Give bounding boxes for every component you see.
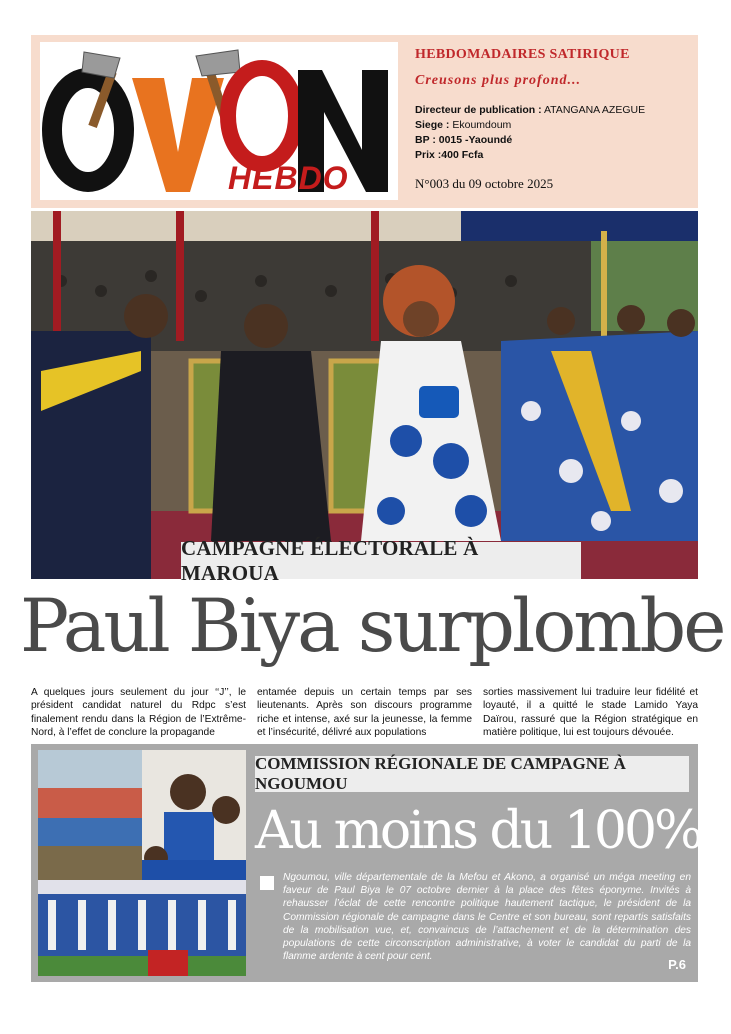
publication-type: HEBDOMADAIRES SATIRIQUE (415, 47, 630, 62)
publication-details (415, 103, 695, 163)
secondary-kicker-text: COMMISSION RÉGIONALE DE CAMPAGNE À NGOUMOU (255, 754, 626, 793)
masthead-info (415, 47, 695, 163)
kicker-text: CAMPAGNE ÉLECTORALE À MAROUA (181, 535, 479, 585)
issue-number: N°003 du 09 octobre 2025 (415, 176, 554, 191)
article-column-3: sorties massivement lui traduire leur fidélité et loyauté, il a quitté le stade Lamido Yaya Daïrou, rassuré que la Région stratégique en matière politique, lui est toujours dévouée. (483, 687, 698, 738)
photo-collage (38, 750, 246, 976)
article-body (31, 686, 698, 739)
page-number: P.6 (668, 957, 686, 972)
secondary-article-text: Ngoumou, ville départementale de la Mefou et Akono, a organisé un méga meeting en faveur de Paul Biya le 07 octobre dernier à la place des fêtes éponyme. Invités à rehausser l’éclat de cette rencontre politique hautement tactique, le président de la Commission régionale de campagne dans le Centre et son bureau, sont repartis satisfaits de la mobilisation vue, et, convaincus de l’attachement et de la détermination des populations de cette circonscription administrative, à voter le candidat du parti de la flamme ardente à cent pour cent. (283, 872, 691, 963)
stadium-scene-illustration (31, 211, 698, 579)
article-column-1: A quelques jours seulement du jour ‘‘J’’, le président candidat naturel du Rdpc s’est finalement rendu dans la Région de l’Extrême-Nord, à l’effet de conclure la propagande (31, 687, 246, 738)
secondary-article (31, 744, 701, 982)
secondary-headline: Au moins du 100% (255, 801, 701, 861)
rally-collage-illustration (38, 750, 246, 976)
main-headline: Paul Biya surplombe (20, 584, 724, 669)
director-label: Directeur de publication : (415, 104, 542, 116)
ovon-hebdo-logo (40, 42, 398, 200)
logo-letter-v (132, 78, 224, 192)
bullet-square-icon (260, 876, 274, 890)
price-value: 400 Fcfa (441, 149, 484, 161)
logo-sub-text: HEBDO (228, 160, 349, 196)
article-column-2: entamée depuis un certain temps par ses lieutenants. Après son discours programme riche et intense, axé sur la jeunesse, la femme et l’insécurité, délivré aux populations (257, 687, 472, 738)
director-value: ATANGANA AZEGUE (543, 104, 646, 116)
siege-label: Siege : (415, 119, 450, 131)
bp-value: 0015 -Yaoundé (438, 134, 513, 146)
logo-letter-o (52, 78, 124, 182)
masthead (31, 35, 698, 208)
bp-label: BP : (415, 134, 436, 146)
siege-value: Ekoumdoum (452, 119, 512, 131)
logo-letter-o-red (228, 68, 296, 164)
main-photo (31, 211, 698, 579)
slogan: Creusons plus profond... (415, 73, 581, 88)
secondary-kicker (255, 756, 689, 792)
price-label: Prix : (415, 149, 442, 161)
